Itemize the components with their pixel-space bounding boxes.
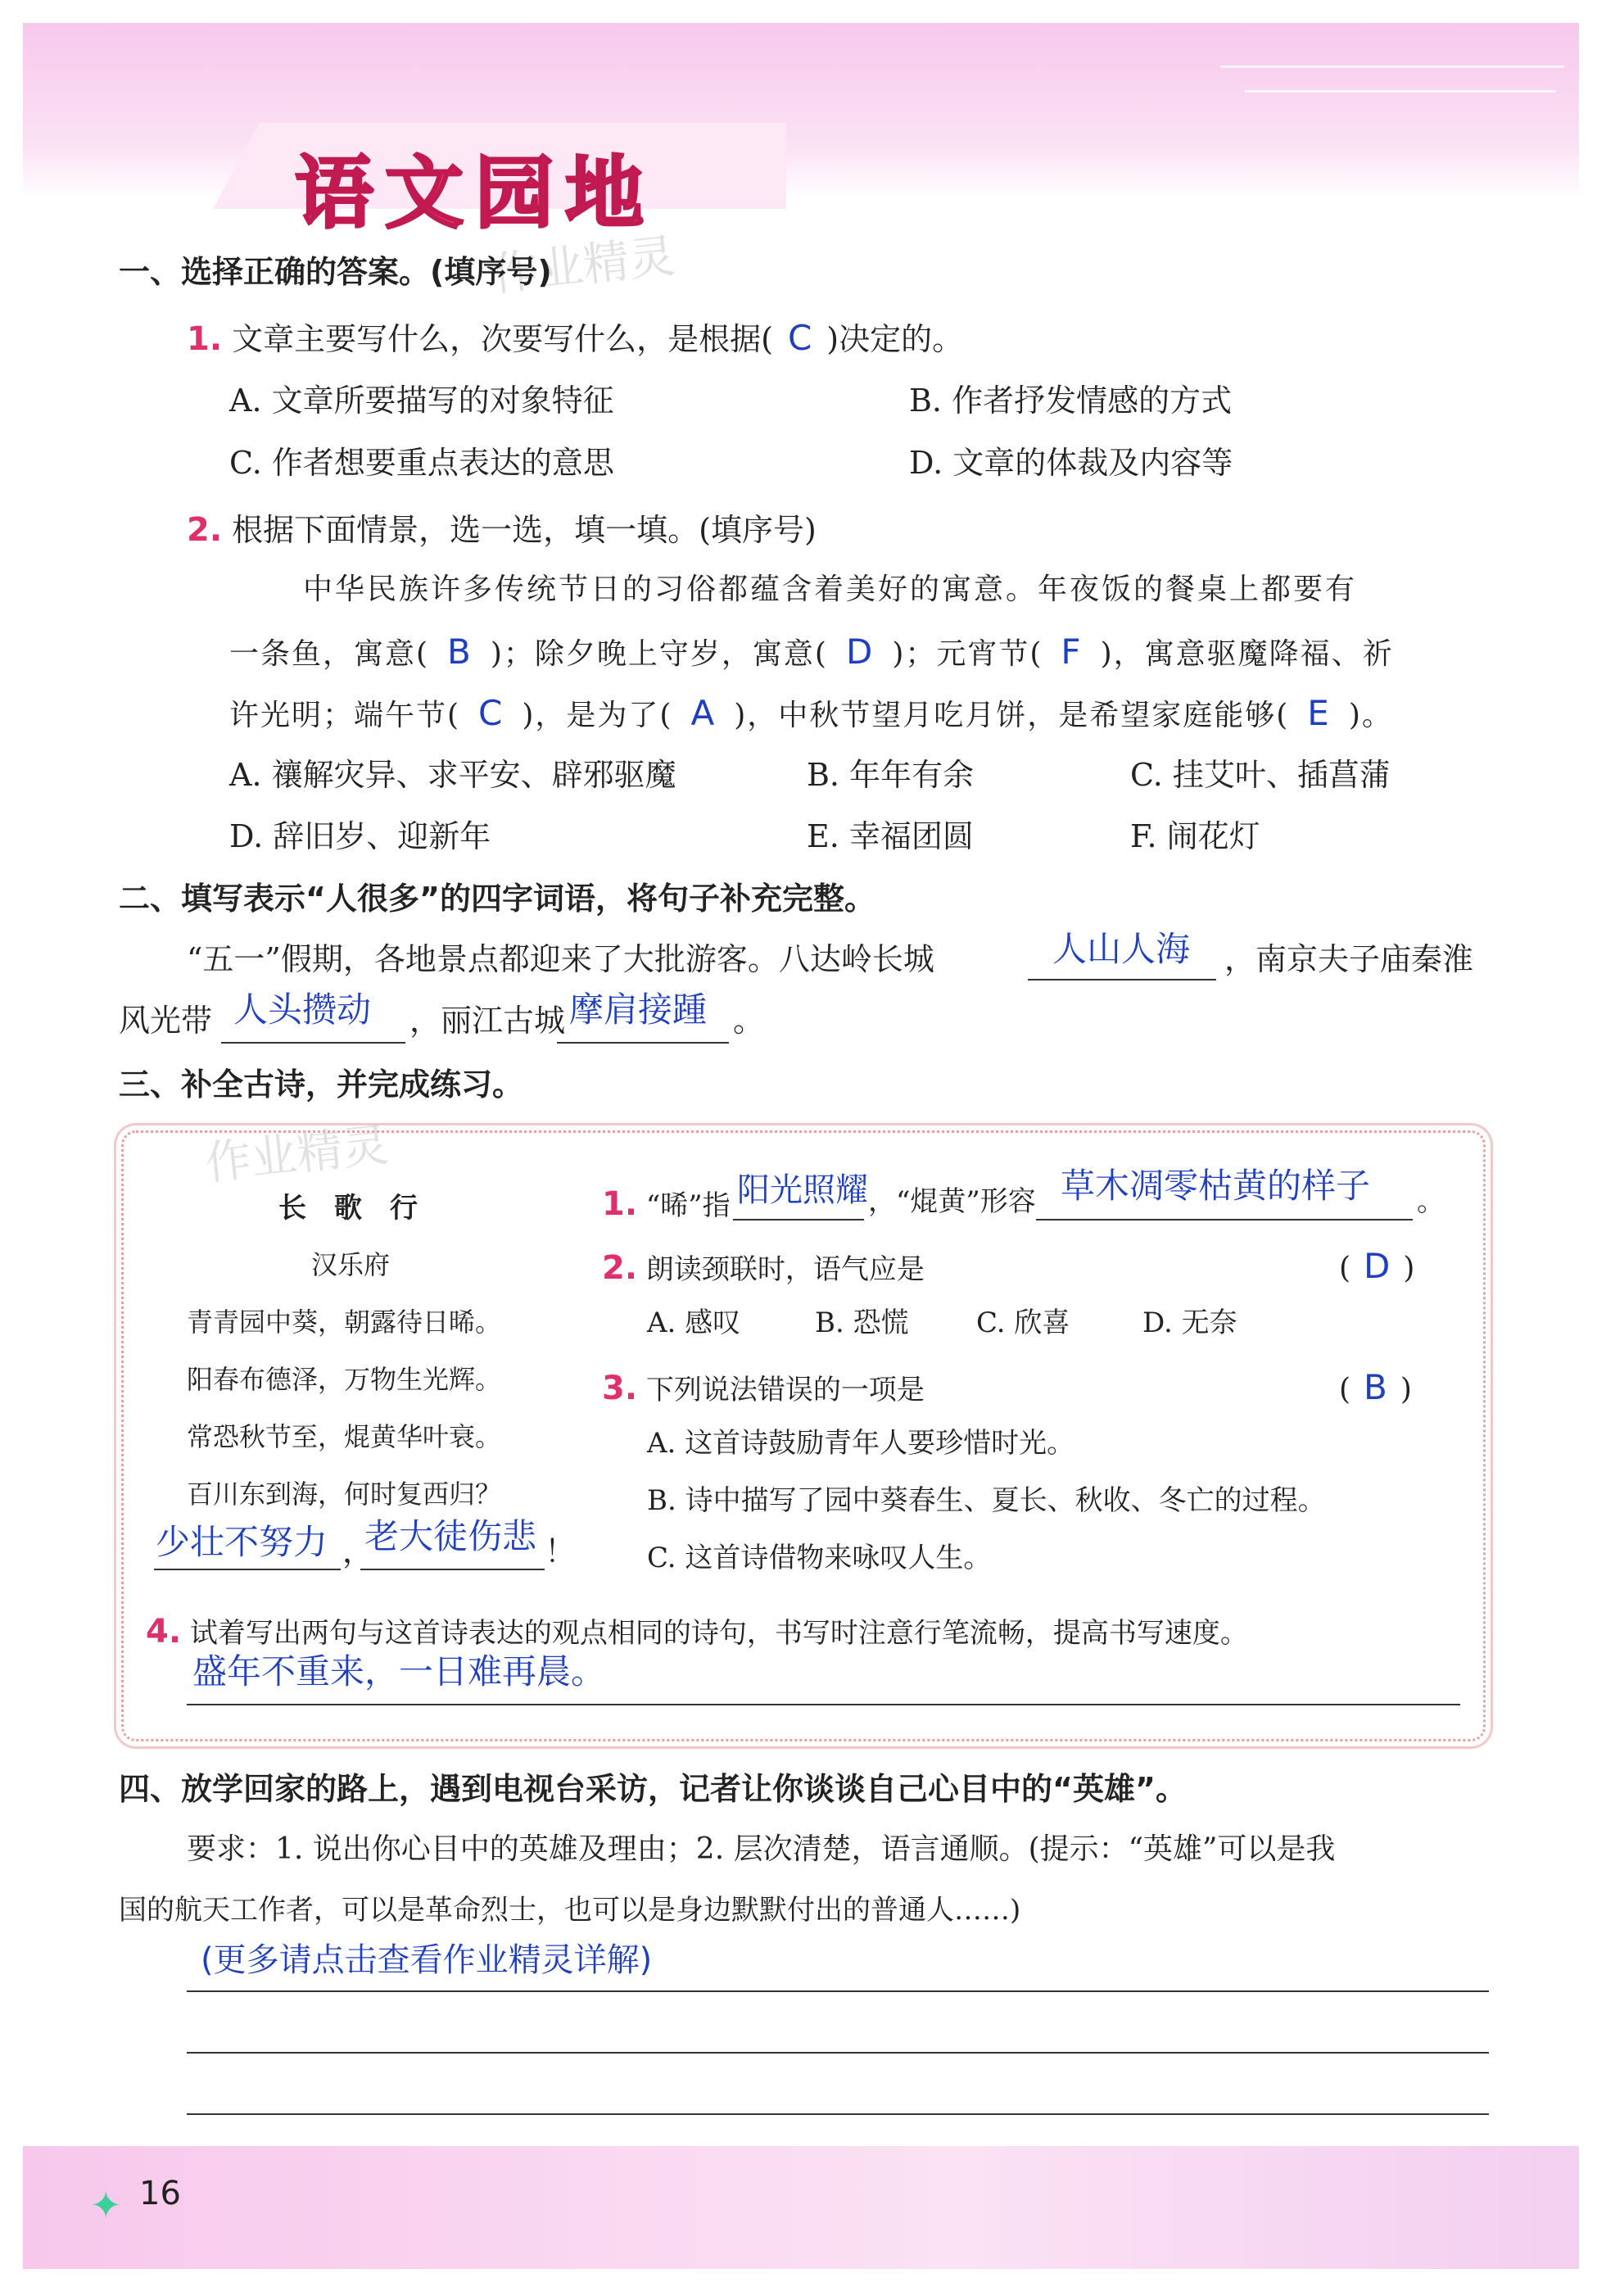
passage-line (229, 632, 1394, 672)
requirement-line: 国的航天工作者，可以是革命烈士，也可以是身边默默付出的普通人……) (119, 1894, 1021, 1927)
passage-line (229, 693, 1393, 733)
poem-line: 百川东到海，何时复西归？ (187, 1479, 502, 1510)
punctuation: ！ (545, 1533, 577, 1569)
sentence-text: 风光带 (119, 1003, 213, 1039)
answer-bracket: ( B ) (1339, 1367, 1412, 1407)
passage-line: 中华民族许多传统节日的习俗都蕴含着美好的寓意。年夜饭的餐桌上都要有 (303, 573, 1358, 606)
option-b: B. 作者抒发情感的方式 (909, 383, 1233, 419)
handwritten-answer: 草木凋零枯黄的样子 (1061, 1166, 1371, 1206)
passage-text: )；元宵节( (892, 637, 1043, 671)
watermark: 作业精灵 (489, 229, 678, 302)
answer-text: E (1307, 693, 1331, 733)
answer-text: F (1061, 632, 1083, 672)
question-1-2 (187, 511, 817, 549)
question-text: “晞”指 (645, 1189, 731, 1222)
handwritten-answer: 盛年不重来，一日难再晨。 (192, 1651, 606, 1691)
poem-question-2 (602, 1249, 925, 1287)
option-b: B. 诗中描写了园中葵春生、夏长、秋收、冬亡的过程。 (647, 1484, 1326, 1517)
question-text: 文章主要写什么，次要写什么，是根据( (232, 321, 773, 357)
star-icon: ✦ (90, 2183, 122, 2227)
answer-line (1028, 979, 1216, 980)
punctuation: ， (342, 1533, 374, 1569)
answer-line (187, 2052, 1489, 2054)
question-text: 下列说法错误的一项是 (645, 1374, 925, 1406)
question-text: 。 (1417, 1185, 1445, 1218)
answer-line (733, 1219, 864, 1220)
banner-decoration (1220, 66, 1564, 68)
answer-line (360, 1569, 545, 1570)
answer-text: A (690, 693, 717, 733)
answer-text: B (1364, 1367, 1387, 1407)
watermark: 作业精灵 (202, 1118, 391, 1191)
passage-text: )，寓意驱魔降福、祈 (1100, 637, 1394, 671)
answer-text: C (787, 318, 812, 358)
question-number: 2. (602, 1249, 638, 1287)
answer-line (1036, 1219, 1413, 1220)
poem-question-4 (146, 1613, 1248, 1651)
option-c: C. 欣喜 (976, 1307, 1070, 1339)
handwritten-answer: 少壮不努力 (156, 1522, 328, 1562)
footer-banner (23, 2146, 1579, 2269)
poem-title: 长 歌 行 (278, 1192, 418, 1225)
page-title: 语文园地 (295, 147, 655, 239)
answer-line (187, 1704, 1460, 1705)
answer-line (187, 1990, 1489, 1992)
poem-question-3 (602, 1372, 925, 1405)
sentence-text: “五一”假期，各地景点都迎来了大批游客。八达岭长城 (187, 941, 934, 977)
sentence-text: ，南京夫子庙秦淮 (1224, 941, 1474, 977)
poem-author: 汉乐府 (311, 1249, 391, 1280)
option-d: D. 辞旧岁、迎新年 (229, 818, 491, 854)
handwritten-answer: 人头攒动 (233, 989, 372, 1030)
answer-text: D (1364, 1246, 1391, 1286)
question-1-1 (187, 318, 964, 358)
option-c: C. 作者想要重点表达的意思 (229, 445, 614, 481)
question-number: 3. (602, 1370, 638, 1407)
poem-line: 阳春布德泽，万物生光辉。 (187, 1364, 502, 1395)
question-number: 4. (146, 1613, 182, 1651)
answer-line (154, 1569, 341, 1570)
answer-text: D (845, 632, 875, 672)
answer-line (221, 1042, 405, 1044)
option-a: A. 文章所要描写的对象特征 (229, 383, 614, 419)
option-d: D. 文章的体裁及内容等 (909, 445, 1233, 481)
poem-line: 青青园中葵，朝露待日晞。 (187, 1307, 502, 1338)
section-2-heading: 二、填写表示“人很多”的四字词语，将句子补充完整。 (119, 881, 875, 917)
option-a: A. 这首诗鼓励青年人要珍惜时光。 (647, 1427, 1075, 1460)
answer-text: C (478, 693, 504, 733)
handwritten-answer: 人山人海 (1052, 929, 1191, 969)
passage-text: )，中秋节望月吃月饼，是希望家庭能够( (734, 699, 1290, 732)
passage-text: )。 (1348, 699, 1393, 732)
answer-text: B (447, 632, 473, 672)
passage-text: 一条鱼，寓意( (229, 637, 430, 671)
poem-line: 常恐秋节至，焜黄华叶衰。 (187, 1421, 502, 1452)
handwritten-answer: 阳光照耀 (737, 1171, 868, 1209)
option-b: B. 年年有余 (807, 757, 975, 793)
section-3-heading: 三、补全古诗，并完成练习。 (119, 1066, 524, 1103)
passage-text: )；除夕晚上守岁，寓意( (490, 637, 828, 671)
option-a: A. 感叹 (647, 1307, 741, 1339)
handwritten-answer: 老大徒伤悲 (364, 1516, 537, 1556)
page-number: 16 (139, 2175, 181, 2212)
question-number: 1. (602, 1185, 638, 1223)
question-number: 2. (187, 511, 223, 549)
question-text: 试着写出两句与这首诗表达的观点相同的诗句，书写时注意行笔流畅，提高书写速度。 (189, 1617, 1248, 1650)
option-d: D. 无奈 (1142, 1307, 1237, 1339)
question-text: ，“焜黄”形容 (868, 1185, 1036, 1218)
question-text: 朗读颈联时，语气应是 (645, 1253, 925, 1286)
passage-text: )，是为了( (522, 699, 673, 732)
option-b: B. 恐慌 (815, 1307, 909, 1339)
option-a: A. 禳解灾异、求平安、辟邪驱魔 (229, 757, 676, 793)
question-text: )决定的。 (826, 321, 964, 357)
sentence-text: 。 (733, 1003, 765, 1039)
option-c: C. 这首诗借物来咏叹人生。 (647, 1542, 992, 1574)
question-number: 1. (187, 320, 223, 358)
requirement-line: 要求：1. 说出你心目中的英雄及理由；2. 层次清楚，语言通顺。(提示：“英雄”可以是我 (187, 1832, 1336, 1866)
answer-bracket: ( D ) (1339, 1246, 1415, 1286)
handwritten-answer: 摩肩接踵 (569, 989, 708, 1030)
sentence-text: ，丽江古城 (409, 1003, 566, 1039)
poem-question-1 (602, 1185, 731, 1223)
option-e: E. 幸福团圆 (807, 818, 974, 854)
option-f: F. 闹花灯 (1130, 818, 1260, 854)
passage-text: 许光明；端午节( (229, 699, 461, 732)
handwritten-answer: (更多请点击查看作业精灵详解) (201, 1941, 653, 1979)
section-4-heading: 四、放学回家的路上，遇到电视台采访，记者让你谈谈自己心目中的“英雄”。 (119, 1771, 1187, 1807)
answer-line (187, 2113, 1489, 2115)
question-text: 根据下面情景，选一选，填一填。(填序号) (232, 512, 817, 548)
section-1-heading: 一、选择正确的答案。(填序号) (119, 254, 552, 290)
option-c: C. 挂艾叶、插菖蒲 (1130, 757, 1391, 793)
answer-line (557, 1042, 729, 1044)
banner-decoration (1245, 90, 1556, 93)
